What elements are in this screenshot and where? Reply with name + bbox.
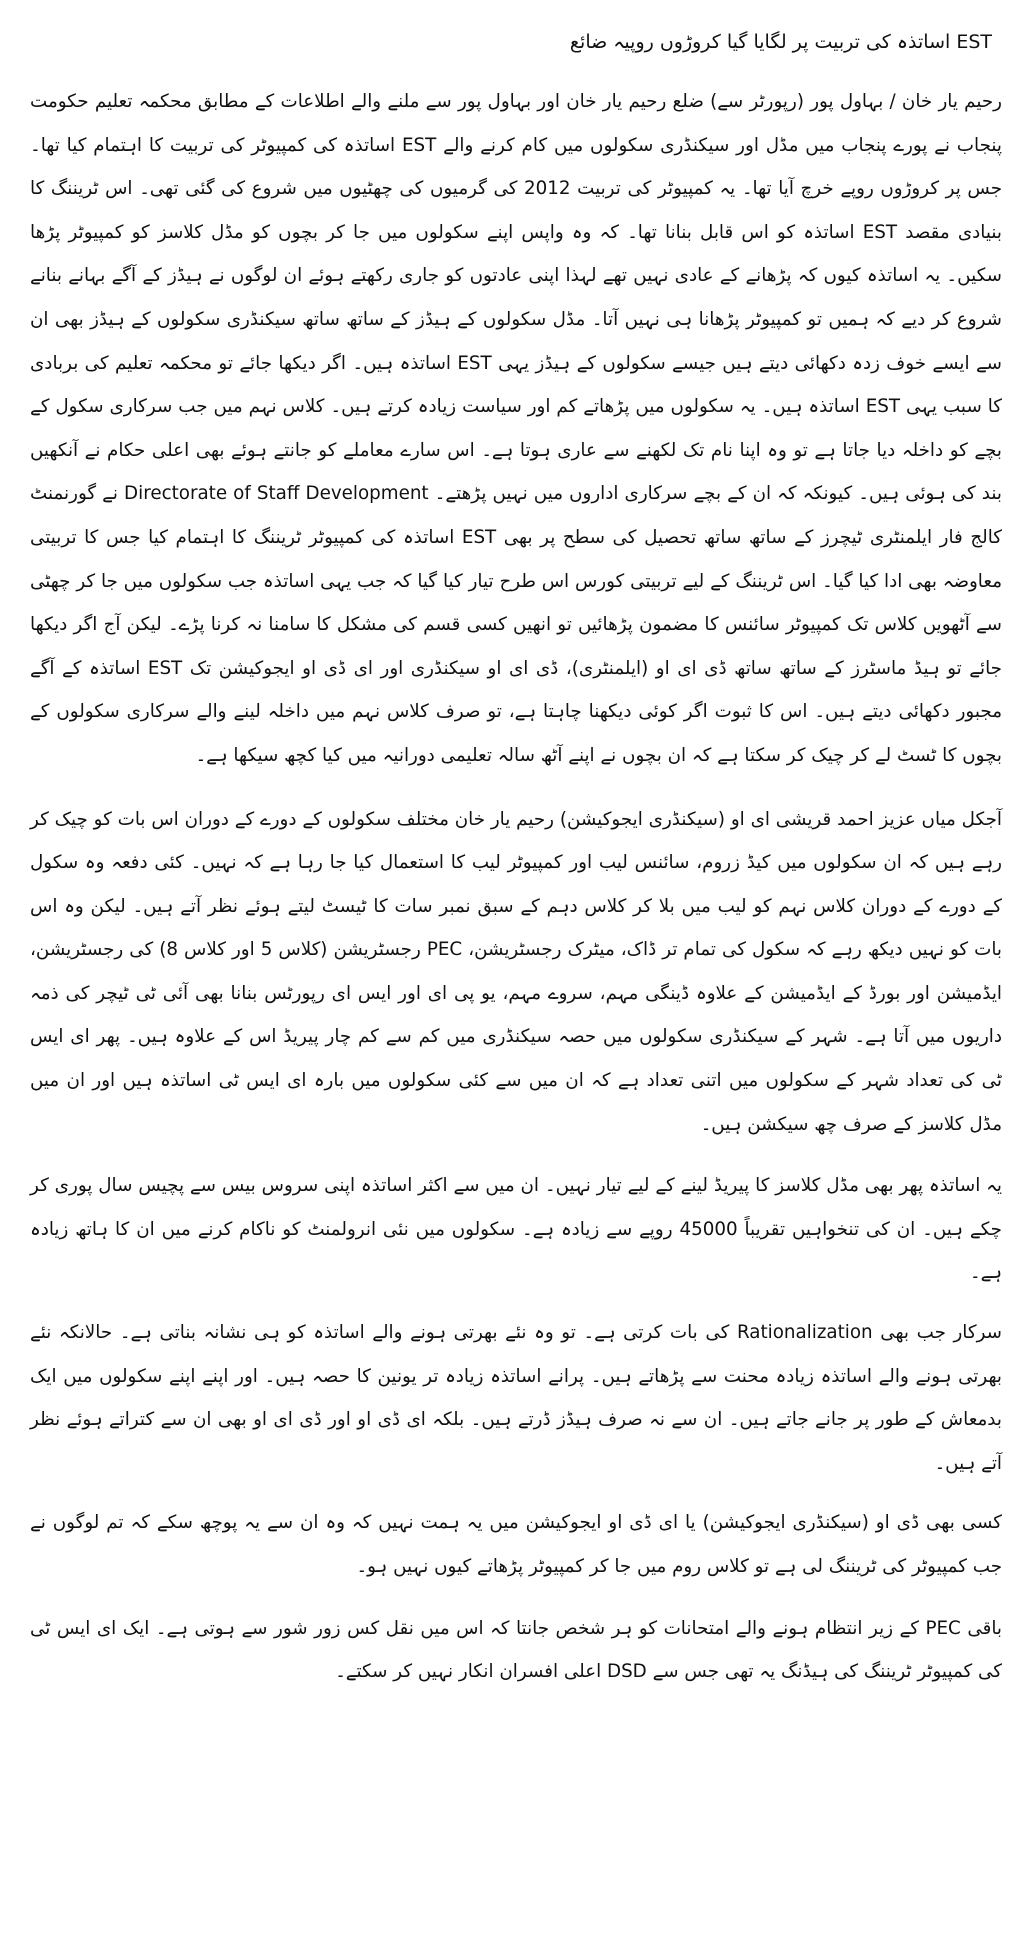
article-paragraph-5: کسی بھی ڈی او (سیکنڈری ایجوکیشن) یا ای ڈی او ایجوکیشن میں یہ ہمت نہیں کہ وہ ان سے یہ پوچھ سکے کہ تم لوگوں نے جب کمپیوٹر کی ٹریننگ لی ہے تو کلاس روم میں جا کر کمپیوٹر پڑھاتے کیوں نہیں ہو۔ <box>30 1512 1002 1577</box>
article-headline: EST اساتذہ کی تربیت پر لگایا گیا کروڑوں روپیہ ضائع <box>569 31 992 53</box>
article-paragraph-3: یہ اساتذہ پھر بھی مڈل کلاسز کا پیریڈ لینے کے لیے تیار نہیں۔ ان میں سے اکثر اساتذہ اپنی سروس بیس سے پچیس سال پوری کر چکے ہیں۔ ان کی تنخواہیں تقریباً 45000 روپے سے زیادہ ہے۔ سکولوں میں نئی انرولمنٹ کو ناکام کرنے میں ان کا ہاتھ زیادہ ہے۔ <box>30 1175 1002 1284</box>
article-paragraph-2: آجکل میاں عزیز احمد قریشی ای او (سیکنڈری ایجوکیشن) رحیم یار خان مختلف سکولوں کے دورے کے دوران اس بات کو چیک کر رہے ہیں کہ ان سکولوں میں کیڈ زروم، سائنس لیب اور کمپیوٹر لیب کا استعمال کیا جا رہا ہے کہ نہیں۔ کئی دفعہ وہ سکول کے دورے کے دوران کلاس نہم کو لیب میں بلا کر کلاس دہم کے سبق نمبر سات کا ٹیسٹ لیتے ہوئے نظر آتے ہیں۔ لیکن وہ اس بات کو نہیں دیکھ رہے کہ سکول کی تمام تر ڈاک، میٹرک رجسٹریشن، PEC رجسٹریشن (کلاس 5 اور کلاس 8) کی رجسٹریشن، ایڈمیشن اور بورڈ کے ایڈمیشن کے علاوہ ڈینگی مہم، سروے مہم، یو پی ای اور ایس ای رپورٹس بنانا بھی آئی ٹی ٹیچر کی ذمہ داریوں میں آتا ہے۔ شہر کے سیکنڈری سکولوں میں حصہ سیکنڈری میں کم سے کم چار پیریڈ اس کے علاوہ ہیں۔ پھر ای ایس ٹی کی تعداد شہر کے سکولوں میں اتنی تعداد ہے کہ ان میں سے کئی سکولوں میں بارہ ای ایس ٹی اساتذہ ہیں اور ان میں مڈل کلاسز کے صرف چھ سیکشن ہیں۔ <box>30 808 1002 1135</box>
article-paragraph-1: رحیم یار خان / بہاول پور (رپورٹر سے) ضلع رحیم یار خان اور بہاول پور سے ملنے والے اطلاعات کے مطابق محکمہ تعلیم حکومت پنجاب نے پورے پنجاب میں مڈل اور سیکنڈری سکولوں میں کام کرنے والے EST اساتذہ کی کمپیوٹر کی تربیت کا اہتمام کیا تھا۔ جس پر کروڑوں روپے خرچ آیا تھا۔ یہ کمپیوٹر کی تربیت 2012 کی گرمیوں کی چھٹیوں میں شروع کی گئی تھی۔ اس ٹریننگ کا بنیادی مقصد EST اساتذہ کو اس قابل بنانا تھا۔ کہ وہ واپس اپنے سکولوں میں جا کر بچوں کو مڈل کلاسز کو کمپیوٹر پڑھا سکیں۔ یہ اساتذہ کیوں کہ پڑھانے کے عادی نہیں تھے لہذا اپنی عادتوں کو جاری رکھتے ہوئے ان لوگوں نے ہیڈز کے آگے بہانے بنانے شروع کر دیے کہ ہمیں تو کمپیوٹر پڑھانا ہی نہیں آتا۔ مڈل سکولوں کے ہیڈز کے ساتھ ساتھ سیکنڈری سکولوں کے ہیڈز بھی ان سے ایسے خوف زدہ دکھائی دیتے ہیں جیسے سکولوں کے ہیڈز یہی EST اساتذہ ہیں۔ اگر دیکھا جائے تو محکمہ تعلیم کی بربادی کا سبب یہی EST اساتذہ ہیں۔ یہ سکولوں میں پڑھاتے کم اور سیاست زیادہ کرتے ہیں۔ کلاس نہم میں جب سرکاری سکول کے بچے کو داخلہ دیا جاتا ہے تو وہ اپنا نام تک لکھنے سے عاری ہوتا ہے۔ اس سارے معاملے کو جانتے ہوئے بھی اعلی حکام نے آنکھیں بند کی ہوئی ہیں۔ کیونکہ کہ ان کے بچے سرکاری اداروں میں نہیں پڑھتے۔ Directorate of Staff Development نے گورنمنٹ کالج فار ایلمنٹری ٹیچرز کے ساتھ ساتھ تحصیل کی سطح پر بھی EST اساتذہ کی کمپیوٹر ٹریننگ کا اہتمام کیا جس کا تربیتی معاوضہ بھی ادا کیا گیا۔ اس ٹریننگ کے لیے تربیتی کورس اس طرح تیار کیا گیا کہ جب یہی اساتذہ جب سکولوں میں جا کر چھٹی سے آٹھویں کلاس تک کمپیوٹر سائنس کا مضمون پڑھائیں تو انھیں کسی قسم کی مشکل کا سامنا نہ کرنا پڑے۔ لیکن آج اگر دیکھا جائے تو ہیڈ ماسٹرز کے ساتھ ساتھ ڈی ای او (ایلمنٹری)، ڈی ای او سیکنڈری اور ای ڈی او ایجوکیشن تک EST اساتذہ کے آگے مجبور دکھائی دیتے ہیں۔ اس کا ثبوت اگر کوئی دیکھنا چاہتا ہے، تو صرف کلاس نہم میں داخلہ لینے والے سرکاری سکولوں کے بچوں کا ٹسٹ لے کر چیک کر سکتا ہے کہ ان بچوں نے اپنے آٹھ سالہ تعلیمی دورانیہ میں کیا کچھ سیکھا ہے۔ <box>30 91 1002 766</box>
article-paragraph-6: باقی PEC کے زیر انتظام ہونے والے امتحانات کو ہر شخص جانتا کہ اس میں نقل کس زور شور سے ہوتی ہے۔ ایک ای ایس ٹی کی کمپیوٹر ٹریننگ کی ہیڈنگ یہ تھی جس سے DSD اعلی افسران انکار نہیں کر سکتے۔ <box>30 1617 1002 1683</box>
article-page <box>30 22 1002 1927</box>
article-paragraph-4: سرکار جب بھی Rationalization کی بات کرتی ہے۔ تو وہ نئے بھرتی ہونے والے اساتذہ کو ہی نشانہ بناتی ہے۔ حالانکہ نئے بھرتی ہونے والے اساتذہ زیادہ محنت سے پڑھاتے ہیں۔ پرانے اساتذہ زیادہ تر یونین کا حصہ ہیں۔ اور اپنے اپنے سکولوں میں ایک بدمعاش کے طور پر جانے جاتے ہیں۔ ان سے نہ صرف ہیڈز ڈرتے ہیں۔ بلکہ ای ڈی او اور ڈی ای او بھی ان سے کتراتے ہوئے نظر آتے ہیں۔ <box>30 1322 1002 1474</box>
